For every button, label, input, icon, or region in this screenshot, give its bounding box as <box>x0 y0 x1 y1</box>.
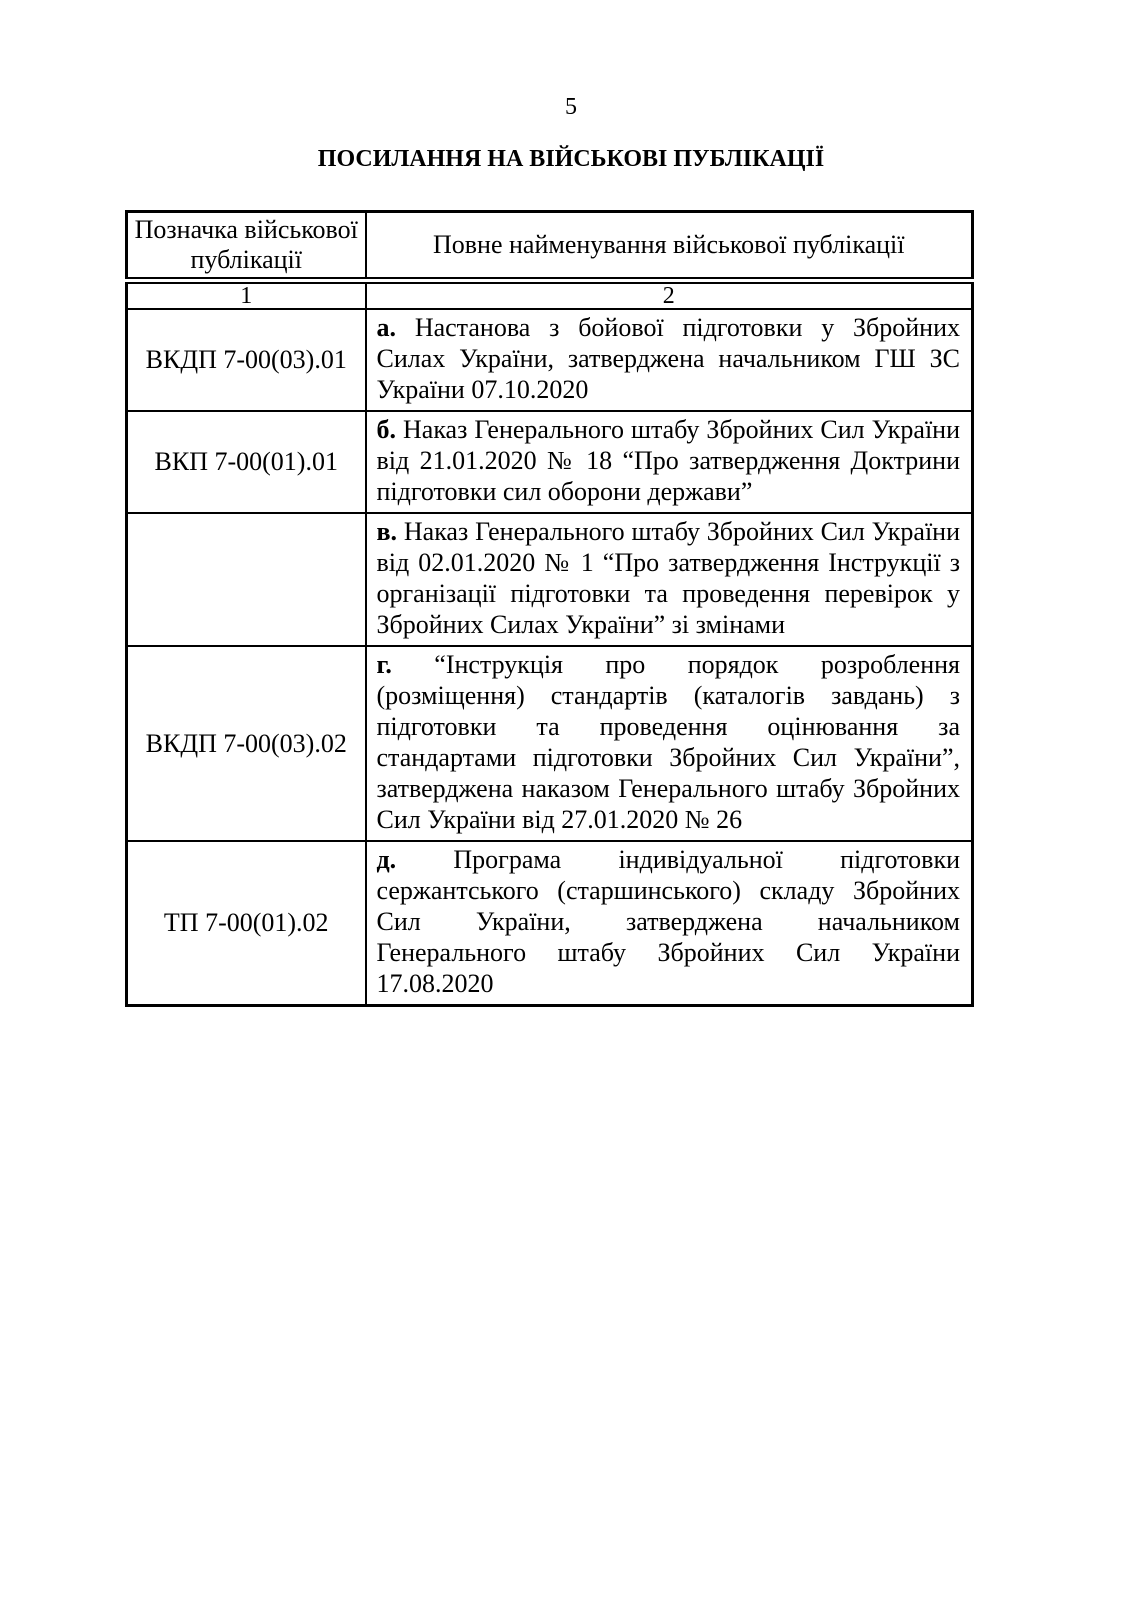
publication-code: ВКП 7-00(01).01 <box>127 411 366 513</box>
publication-description: Наказ Генерального штабу Збройних Сил України від 21.01.2020 № 18 “Про затвердження Доктрини підготовки сил оборони держави” <box>376 415 960 506</box>
publication-description: Програма індивідуальної підготовки сержантського (старшинського) складу Збройних Сил України, затверджена начальником Генерального штабу Збройних Сил України 17.08.2020 <box>376 845 960 998</box>
page-number: 5 <box>565 94 577 120</box>
publications-table <box>125 210 974 1007</box>
table-row <box>127 411 973 513</box>
table-row <box>127 646 973 841</box>
publication-description-cell <box>366 841 973 1006</box>
publication-description-cell <box>366 646 973 841</box>
publication-description-cell <box>366 411 973 513</box>
column-header-designation: Позначка військової публікації <box>127 212 366 281</box>
publication-code <box>127 513 366 646</box>
column-number-1: 1 <box>127 281 366 310</box>
publication-description-cell <box>366 309 973 411</box>
column-number-row <box>127 281 973 310</box>
publication-code: ТП 7-00(01).02 <box>127 841 366 1006</box>
item-marker: б. <box>376 415 396 444</box>
publication-description: Настанова з бойової підготовки у Збройних Силах України, затверджена начальником ГШ ЗС України 07.10.2020 <box>376 313 961 404</box>
item-marker: в. <box>376 517 398 546</box>
publication-description: Наказ Генерального штабу Збройних Сил України від 02.01.2020 № 1 “Про затвердження Інструкції з організації підготовки та проведення перевірок у Збройних Силах України” зі змінами <box>376 517 960 639</box>
item-marker: д. <box>376 845 397 874</box>
publication-description-cell <box>366 513 973 646</box>
publication-description: “Інструкція про порядок розроблення (розміщення) стандартів (каталогів завдань) з підготовки та проведення оцінювання за стандартами підготовки Збройних Сил України”, затверджена наказом Генерального штабу Збройних Сил України від 27.01.2020 № 26 <box>376 650 960 834</box>
column-header-full-name: Повне найменування військової публікації <box>366 212 973 281</box>
table-row <box>127 513 973 646</box>
table-row <box>127 841 973 1006</box>
publication-code: ВКДП 7-00(03).02 <box>127 646 366 841</box>
page-title: ПОСИЛАННЯ НА ВІЙСЬКОВІ ПУБЛІКАЦІЇ <box>317 146 825 172</box>
publication-code: ВКДП 7-00(03).01 <box>127 309 366 411</box>
item-marker: а. <box>376 313 396 342</box>
column-number-2: 2 <box>366 281 973 310</box>
table-header-row <box>127 212 973 281</box>
table-row <box>127 309 973 411</box>
item-marker: г. <box>376 650 392 679</box>
